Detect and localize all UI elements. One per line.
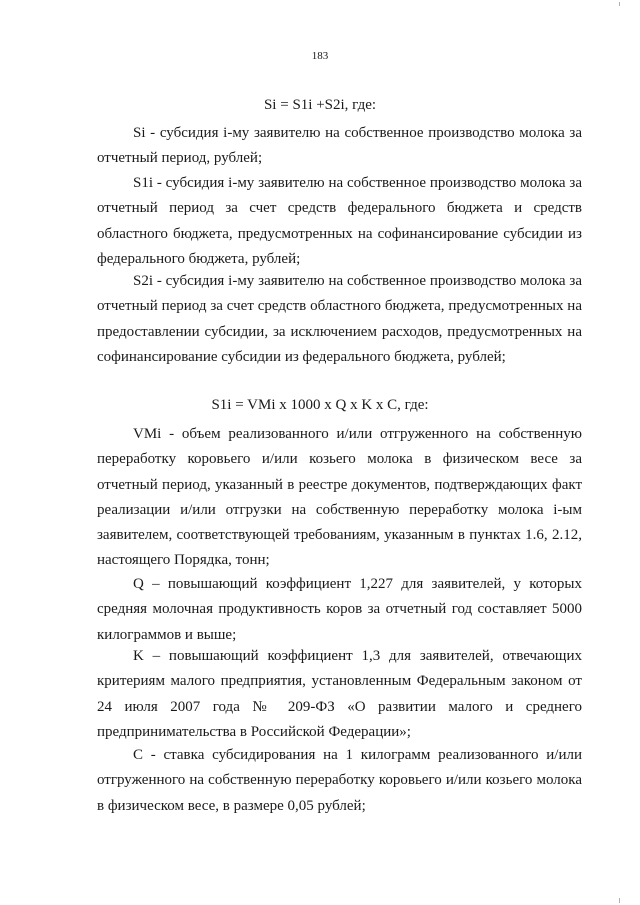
page-number: 183 bbox=[311, 50, 329, 62]
definition-vmi: VMi - объем реализованного и/или отгруженного на собственную переработку коровьего и/или козьего молока в физическом весе за отчетный период, указанный в реестре документов, подтверждающих факт реализации и/или отгрузки на собственную переработку молока i-ым заявителем, соответствующей требованиям, указанным в пунктах 1.6, 2.12, настоящего Порядка, тонн; bbox=[97, 426, 582, 569]
definition-si: Si - субсидия i-му заявителю на собственное производство молока за отчетный период, рублей; bbox=[97, 125, 582, 167]
definition-s2i: S2i - субсидия i-му заявителю на собственное производство молока за отчетный период за счет средств областного бюджета, предусмотренных на предоставлении субсидии, за исключением расходов, предусмотренных на софинансирование субсидии из федерального бюджета, рублей; bbox=[97, 273, 582, 365]
definition-c: C - ставка субсидирования на 1 килограмм реализованного и/или отгруженного на собственную переработку коровьего и/или козьего молока в физическом весе, в размере 0,05 рублей; bbox=[97, 747, 582, 814]
definition-k: K – повышающий коэффициент 1,3 для заявителей, отвечающих критериям малого предприятия, установленным Федеральным законом от 24 июля 2007 года № 209-ФЗ «О развитии малого и среднего предпринимательства в Российской Федерации»; bbox=[97, 648, 582, 740]
definition-q: Q – повышающий коэффициент 1,227 для заявителей, у которых средняя молочная продуктивность коров за отчетный год составляет 5000 килограммов и выше; bbox=[97, 576, 582, 643]
definition-s1i: S1i - субсидия i-му заявителю на собственное производство молока за отчетный период за счет средств федерального бюджета и средств областного бюджета, предусмотренных на софинансирование субсидии из федерального бюджета, рублей; bbox=[97, 175, 582, 267]
formula-total-subsidy: Si = S1i +S2i, где: bbox=[263, 97, 377, 113]
scan-edge-mark bbox=[619, 2, 620, 6]
formula-s1i: S1i = VMi x 1000 x Q x K x C, где: bbox=[211, 397, 429, 413]
scan-edge-mark bbox=[619, 898, 620, 903]
